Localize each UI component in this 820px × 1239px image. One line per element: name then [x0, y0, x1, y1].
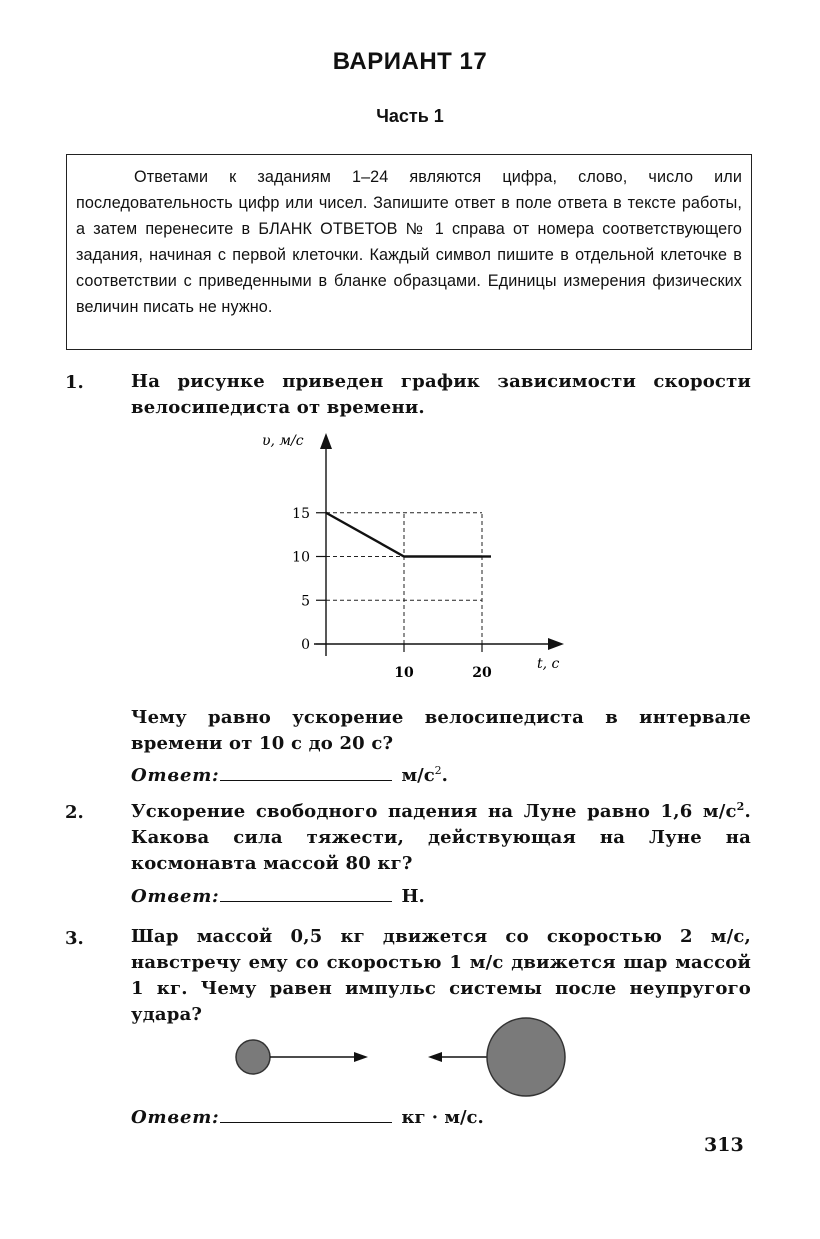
chart-ticks: [292, 506, 492, 681]
small-ball: [236, 1040, 270, 1074]
y-tick-label: 10: [292, 549, 310, 566]
colliding-balls-figure: [220, 1012, 580, 1104]
y-tick-label: 5: [301, 593, 310, 610]
large-ball-arrowhead: [428, 1052, 442, 1062]
y-tick-label: 0: [301, 637, 310, 653]
data-point: [325, 512, 327, 514]
small-ball-arrowhead: [354, 1052, 368, 1062]
question-1-text: На рисунке приведен график зависимости скорости велосипедиста от времени.: [131, 371, 751, 418]
page-number: 313: [704, 1134, 744, 1156]
question-1-number: 1.: [65, 372, 84, 393]
chart-series: [325, 512, 491, 557]
y-axis-arrowhead: [320, 433, 332, 449]
y-tick-label: 15: [292, 505, 310, 522]
answer-blank[interactable]: [220, 883, 392, 902]
page-title: ВАРИАНТ 17: [332, 48, 488, 75]
question-2-number: 2.: [65, 802, 84, 823]
question-1-answer: Ответ: $м/с^2$.: [131, 764, 448, 786]
chart-grid: [326, 513, 482, 644]
y-axis-label: υ, м/с: [262, 433, 304, 449]
question-3-answer: [131, 1104, 484, 1128]
answer-label: Ответ:: [131, 765, 220, 786]
chart-axes: [314, 433, 564, 656]
question-3-text: Шар массой 0,5 кг движется со скоростью 2 м/с, навстречу ему со скоростью 1 м/с движется шар массой 1 кг. Чему равен импульс системы после неупругого удара?: [131, 926, 751, 1025]
question-3-number: 3.: [65, 928, 84, 949]
data-point: [403, 556, 405, 558]
answer-unit-exponent: 2: [434, 764, 442, 777]
answer-unit: Н.: [401, 886, 425, 907]
x-tick-label: 20: [472, 665, 492, 681]
answer-unit: кг · м/с.: [401, 1107, 484, 1128]
large-ball: [487, 1018, 565, 1096]
answer-unit: м/с: [401, 765, 435, 786]
x-axis-arrowhead: [548, 638, 564, 650]
x-axis-label: t, с: [537, 656, 560, 672]
x-tick-label: 10: [394, 665, 414, 681]
question-1-followup: Чему равно ускорение велосипедиста в интервале времени от 10 с до 20 с?: [131, 707, 751, 754]
question-2-text: Ускорение свободного падения на Луне равно 1,6 $м/с^2$. Какова сила тяжести, действующая на Луне на космонавта массой 80 кг?: [131, 800, 751, 874]
answer-label: Ответ:: [131, 886, 220, 907]
answer-blank[interactable]: [220, 762, 392, 781]
instructions-box: [66, 154, 752, 350]
answer-blank[interactable]: [220, 1104, 392, 1123]
question-2-answer: [131, 883, 425, 907]
velocity-time-chart: [250, 425, 580, 690]
answer-label: Ответ:: [131, 1107, 220, 1128]
part-heading: Часть 1: [376, 106, 444, 126]
instructions-text: Ответами к заданиям 1–24 являются цифра, слово, число или последовательность цифр или чисел. Запишите ответ в поле ответа в тексте работы, а затем перенесите в БЛАНК ОТВЕТОВ № 1 справа от номера соответствующего задания, начиная с первой клеточки. Каждый символ пишите в отдельной клеточке в соответствии с приведенными в бланке образцами. Единицы измерения физических величин писать не нужно.: [76, 168, 742, 316]
